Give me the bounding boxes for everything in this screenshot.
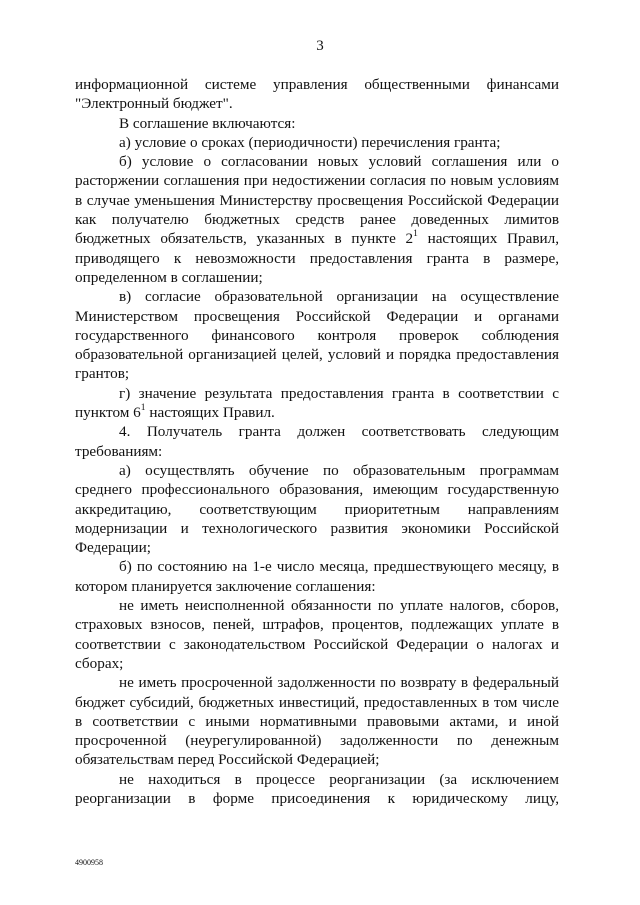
paragraph-text-continued: настоящих Правил, приводящего к невозможности предоставления гранта в размере, определенном в соглашении; [75,230,559,286]
paragraph-text: б) условие о согласовании новых условий соглашения или о расторжении соглашения при недостижении согласия по новым условиям в случае уменьшения Министерству просвещения Российской Федерации как получателю бюджетных средств ранее доведенных лимитов бюджетных обязательств, указанных в пункте 2 [75,153,559,248]
page-number: 3 [316,38,324,54]
superscript-reference: 1 [140,402,146,413]
paragraph-text: не иметь просроченной задолженности по возврату в федеральный бюджет субсидий, бюджетных инвестиций, предоставленных в том числе в соответствии с иными нормативными правовыми актами, и иной просроченной (неурегулированной) задолженности по денежным обязательствам перед Российской Федерацией; [75,674,559,769]
paragraph-text: информационной системе управления общественными финансами "Электронный бюджет". [75,76,559,113]
paragraph-text: г) значение результата предоставления гранта в соответствии с пунктом 6 [75,384,559,422]
paragraph-text: не находиться в процессе реорганизации (за исключением реорганизации в форме присоединения к юридическому лицу, [75,770,559,807]
paragraph-text: б) по состоянию на 1-е число месяца, предшествующего месяцу, в котором планируется заключение соглашения: [75,558,559,595]
paragraph [75,384,559,423]
paragraph-text-continued: настоящих Правил. [145,404,275,422]
paragraph [75,596,559,673]
paragraph [75,152,559,287]
paragraph-text: а) осуществлять обучение по образовательным программам среднего профессионального образования, имеющим государственную аккредитацию, соответствующим приоритетным направлениям модернизации и технологического развития экономики Российской Федерации; [75,461,559,557]
paragraph-text: а) условие о сроках (периодичности) перечисления гранта; [119,133,501,151]
paragraph [75,673,559,769]
paragraph [75,422,559,461]
paragraph [75,75,559,114]
paragraph [75,114,559,133]
paragraph [75,133,559,152]
paragraph [75,557,559,596]
document-code: 4900958 [75,858,103,867]
paragraph-text: 4. Получатель гранта должен соответствовать следующим требованиям: [75,423,559,460]
superscript-reference: 1 [413,229,418,240]
paragraph-text: не иметь неисполненной обязанности по уплате налогов, сборов, страховых взносов, пеней, штрафов, процентов, подлежащих уплате в соответствии с законодательством Российской Федерации о налогах и сборах; [75,597,559,672]
paragraph-text: В соглашение включаются: [119,114,296,132]
paragraph-text: в) согласие образовательной организации на осуществление Министерством просвещения Российской Федерации и органами государственного финансового контроля проверок соблюдения образовательной организацией целей, условий и порядка предоставления грантов; [75,288,559,383]
paragraph [75,770,559,809]
paragraph [75,287,559,383]
document-body [75,75,559,808]
paragraph [75,461,559,557]
